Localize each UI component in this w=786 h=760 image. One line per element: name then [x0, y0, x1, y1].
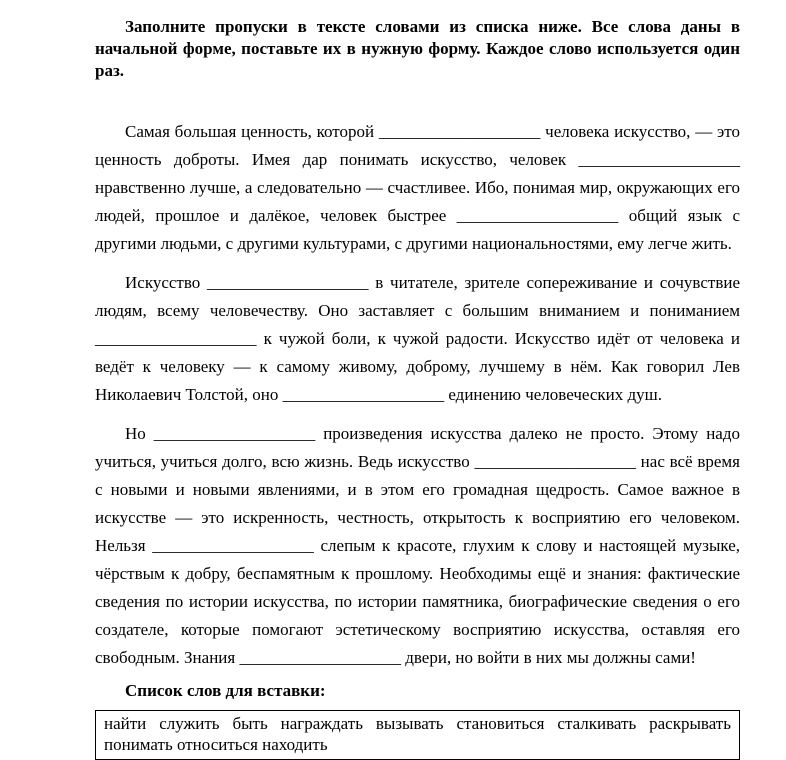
- word-list-box: [95, 710, 740, 760]
- word-list: найти служить быть награждать вызывать становиться сталкивать раскрывать понимать относиться находить: [104, 714, 731, 754]
- word-list-label: Список слов для вставки:: [125, 681, 326, 700]
- paragraph-3: Но ___________________ произведения искусства далеко не просто. Этому надо учиться, учиться долго, всю жизнь. Ведь искусство ___________________ нас всё время с новыми и новыми явлениями, и в этом его громадная щедрость. Самое важное в искусстве — это искренность, честность, открытость к восприятию его человеком. Нельзя ___________________ слепым к красоте, глухим к слову и настоящей музыке, чёрствым к добру, беспамятным к прошлому. Необходимы ещё и знания: фактические сведения по истории искусства, по истории памятника, биографические сведения о его создателе, которые помогают эстетическому восприятию искусства, оставляя его свободным. Знания ___________________ двери, но войти в них мы должны сами!: [95, 424, 740, 667]
- paragraph-2: Искусство ___________________ в читателе, зрителе сопереживание и сочувствие людям, всему человечеству. Оно заставляет с большим вниманием и пониманием ___________________ к чужой боли, к чужой радости. Искусство идёт от человека и ведёт к человеку — к самому живому, доброму, лучшему в нём. Как говорил Лев Николаевич Толстой, оно ___________________ единению человеческих душ.: [95, 273, 740, 404]
- task-instructions: Заполните пропуски в тексте словами из списка ниже. Все слова даны в начальной форме, поставьте их в нужную форму. Каждое слово используется один раз.: [95, 17, 740, 80]
- paragraph-1: Самая большая ценность, которой ___________________ человека искусство, — это ценность доброты. Имея дар понимать искусство, человек ___________________ нравственно лучше, а следовательно — счастливее. Ибо, понимая мир, окружающих его людей, прошлое и далёкое, человек быстрее ___________________ общий язык с другими людьми, с другими культурами, с другими национальностями, ему легче жить.: [95, 122, 740, 253]
